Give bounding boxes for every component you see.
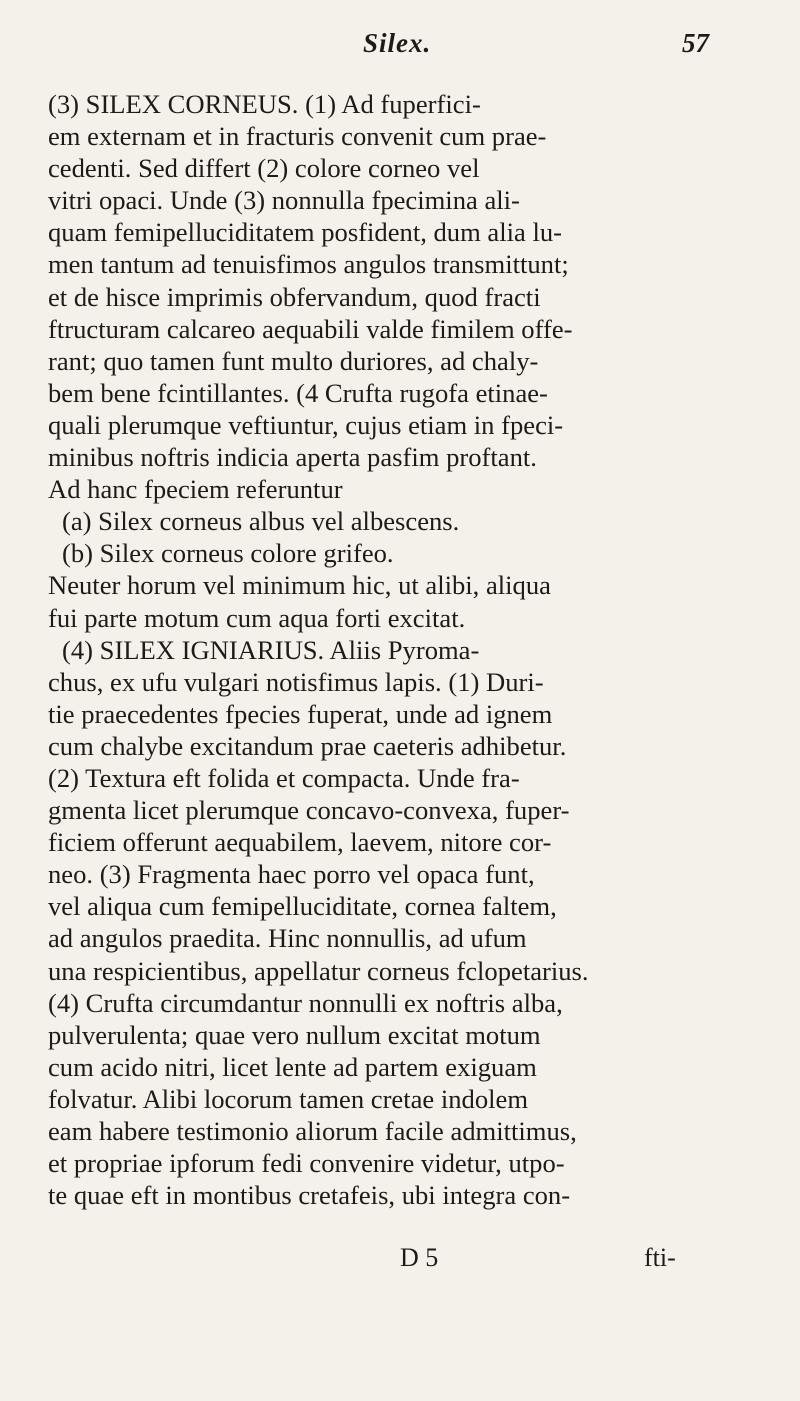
text-line: ad angulos praedita. Hinc nonnullis, ad ufum: [48, 923, 527, 954]
text-line: ficiem offerunt aequabilem, laevem, nitore cor-: [48, 827, 552, 858]
text-line: neo. (3) Fragmenta haec porro vel opaca funt,: [48, 859, 535, 890]
text-line: (4) Crufta circumdantur nonnulli ex noftris alba,: [48, 987, 563, 1018]
text-line: (3) SILEX CORNEUS. (1) Ad fuperfici-: [48, 89, 481, 119]
text-line: quam femipelluciditatem posfident, dum alia lu-: [48, 217, 563, 248]
body-text: [48, 88, 778, 1211]
text-line: Ad hanc fpeciem referuntur: [48, 474, 343, 505]
text-line: quali plerumque veftiuntur, cujus etiam in fpeci-: [48, 409, 564, 440]
text-line: bem bene fcintillantes. (4 Crufta rugofa etinae-: [48, 377, 548, 408]
text-line: cum acido nitri, licet lente ad partem exiguam: [48, 1051, 537, 1082]
text-line: cum chalybe excitandum prae caeteris adhibetur.: [48, 730, 567, 761]
running-head: Silex.: [363, 28, 432, 58]
text-line: chus, ex ufu vulgari notisfimus lapis. (1) Duri-: [48, 666, 544, 697]
text-line: et propriae ipforum fedi convenire videtur, utpo-: [48, 1148, 565, 1179]
text-line: tie praecedentes fpecies fuperat, unde ad ignem: [48, 698, 553, 729]
text-line: pulverulenta; quae vero nullum excitat motum: [48, 1019, 541, 1050]
text-line: men tantum ad tenuisfimos angulos transmittunt;: [48, 249, 569, 280]
text-line: te quae eft in montibus cretafeis, ubi integra con-: [48, 1180, 571, 1211]
text-line: (b) Silex corneus colore grifeo.: [62, 538, 394, 569]
text-line: ftructuram calcareo aequabili valde fimilem offe-: [48, 313, 573, 344]
text-line: una respicientibus, appellatur corneus fclopetarius.: [48, 955, 589, 986]
text-line: eam habere testimonio aliorum facile admittimus,: [48, 1116, 577, 1146]
page-number: 57: [682, 28, 709, 58]
text-line: vel aliqua cum femipelluciditate, cornea faltem,: [48, 891, 557, 922]
text-line: Neuter horum vel minimum hic, ut alibi, aliqua: [48, 570, 551, 601]
text-line: (4) SILEX IGNIARIUS. Aliis Pyroma-: [62, 634, 480, 665]
text-line: folvatur. Alibi locorum tamen cretae indolem: [48, 1083, 529, 1114]
text-line: em externam et in fracturis convenit cum prae-: [48, 121, 547, 152]
text-line: rant; quo tamen funt multo duriores, ad chaly-: [48, 345, 539, 376]
page-header: [0, 22, 800, 62]
text-line: vitri opaci. Unde (3) nonnulla fpecimina ali-: [48, 185, 520, 216]
text-line: (2) Textura eft folida et compacta. Unde fra-: [48, 762, 520, 793]
text-line: et de hisce imprimis obfervandum, quod fracti: [48, 281, 541, 312]
text-line: minibus noftris indicia aperta pasfim proftant.: [48, 442, 537, 473]
text-line: gmenta licet plerumque concavo-convexa, fuper-: [48, 795, 570, 826]
text-line: (a) Silex corneus albus vel albescens.: [62, 506, 460, 537]
signature-mark: D 5: [400, 1243, 439, 1272]
catchword: fti-: [644, 1243, 676, 1272]
text-line: fui parte motum cum aqua forti excitat.: [48, 602, 466, 633]
text-line: cedenti. Sed differt (2) colore corneo vel: [48, 153, 480, 184]
